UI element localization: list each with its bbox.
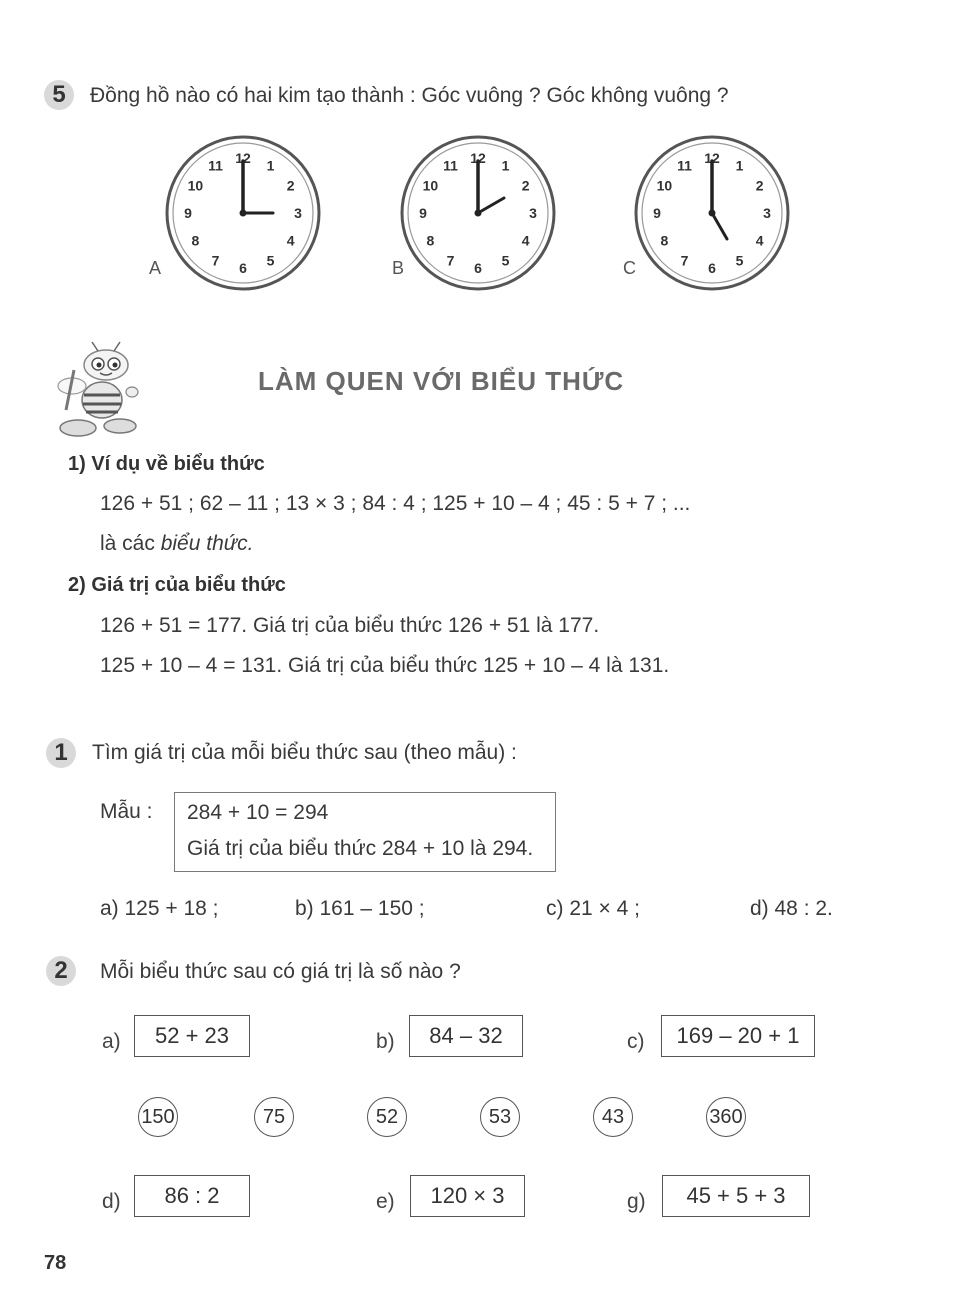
expression-b-letter: b) [376, 1030, 395, 1053]
clock-dial-number: 5 [266, 252, 275, 269]
clock-dial-number: 12 [704, 150, 720, 166]
clock-dial-number: 4 [755, 232, 764, 249]
clock-a-face [163, 133, 323, 293]
clock-dial-number: 10 [656, 177, 673, 194]
value-circle-52: 52 [367, 1097, 407, 1137]
clock-b [398, 133, 558, 293]
clock-b-face [398, 133, 558, 293]
clock-dial-number: 1 [266, 157, 275, 174]
exercise-2-question: Mỗi biểu thức sau có giá trị là số nào ? [100, 960, 461, 983]
clock-dial-number: 8 [426, 232, 435, 249]
clock-dial-number: 5 [735, 252, 744, 269]
clock-dial-number: 11 [208, 157, 223, 174]
clock-dial-number: 4 [286, 232, 295, 249]
clock-dial-number: 7 [211, 252, 220, 269]
value-circle-360: 360 [706, 1097, 746, 1137]
exercise-1-badge: 1 [46, 738, 76, 768]
clock-dial-number: 3 [529, 205, 537, 221]
clock-dial-number: 7 [680, 252, 689, 269]
clock-dial-number: 9 [184, 205, 192, 221]
clock-dial-number: 10 [187, 177, 204, 194]
clock-dial-number: 12 [470, 150, 486, 166]
expression-a-letter: a) [102, 1030, 121, 1053]
clock-a-label: A [149, 258, 162, 278]
expression-g-letter: g) [627, 1190, 646, 1213]
clock-dial-number: 1 [735, 157, 744, 174]
clock-dial-number: 6 [708, 260, 716, 276]
clock-dial-number: 9 [653, 205, 661, 221]
exercise-1-item-c: c) 21 × 4 ; [546, 897, 640, 920]
clock-a [163, 133, 323, 293]
clock-dial-number: 6 [474, 260, 482, 276]
expression-c-box: 169 – 20 + 1 [661, 1015, 815, 1057]
section-1-conclusion [100, 532, 253, 556]
expression-b-box: 84 – 32 [409, 1015, 523, 1057]
clock-dial-number: 3 [763, 205, 771, 221]
clock-center-pin [240, 210, 247, 217]
clock-dial-number: 1 [501, 157, 510, 174]
clock-dial-number: 4 [521, 232, 530, 249]
clock-dial-number: 2 [286, 177, 295, 194]
clock-dial-number: 11 [677, 157, 692, 174]
expression-a-box: 52 + 23 [134, 1015, 250, 1057]
expression-e-letter: e) [376, 1190, 395, 1213]
exercise-2-badge: 2 [46, 956, 76, 986]
clock-center-pin [475, 210, 482, 217]
clock-dial-number: 8 [660, 232, 669, 249]
bee-mascot-illustration [36, 340, 140, 440]
expression-d-box: 86 : 2 [134, 1175, 250, 1217]
expression-g-box: 45 + 5 + 3 [662, 1175, 810, 1217]
sample-label: Mẫu : [100, 800, 153, 823]
value-circle-150: 150 [138, 1097, 178, 1137]
clock-dial-number: 6 [239, 260, 247, 276]
clock-c [632, 133, 792, 293]
value-circle-53: 53 [480, 1097, 520, 1137]
exercise-1-item-d: d) 48 : 2. [750, 897, 833, 920]
clock-dial-number: 2 [755, 177, 764, 194]
sample-box [174, 792, 556, 872]
clock-b-label: B [392, 258, 405, 278]
sample-line-1: 284 + 10 = 294 [187, 801, 329, 824]
clock-dial-number: 7 [446, 252, 455, 269]
section-2-line-2: 125 + 10 – 4 = 131. Giá trị của biểu thức 125 + 10 – 4 là 131. [100, 654, 670, 677]
clock-dial-number: 9 [419, 205, 427, 221]
exercise-5-question: Đồng hồ nào có hai kim tạo thành : Góc vuông ? Góc không vuông ? [90, 84, 729, 107]
section-2-line-1: 126 + 51 = 177. Giá trị của biểu thức 126 + 51 là 177. [100, 614, 600, 637]
expression-d-letter: d) [102, 1190, 121, 1213]
clock-dial-number: 3 [294, 205, 302, 221]
exercise-1-item-b: b) 161 – 150 ; [295, 897, 425, 920]
value-circle-75: 75 [254, 1097, 294, 1137]
sample-line-2: Giá trị của biểu thức 284 + 10 là 294. [187, 837, 534, 860]
exercise-1-question: Tìm giá trị của mỗi biểu thức sau (theo mẫu) : [92, 741, 517, 764]
expression-c-letter: c) [627, 1030, 645, 1053]
clock-dial-number: 2 [521, 177, 530, 194]
clock-dial-number: 12 [235, 150, 251, 166]
clock-dial-number: 8 [191, 232, 200, 249]
clock-c-label: C [623, 258, 636, 278]
section-1-heading: 1) Ví dụ về biểu thức [68, 453, 265, 475]
clock-center-pin [709, 210, 716, 217]
clock-dial-number: 5 [501, 252, 510, 269]
exercise-5-badge: 5 [44, 80, 74, 110]
clock-dial-number: 10 [422, 177, 439, 194]
clock-c-face [632, 133, 792, 293]
page-number: 78 [44, 1252, 67, 1274]
exercise-1-item-a: a) 125 + 18 ; [100, 897, 219, 920]
section-1-conclusion-emphasis: biểu thức. [160, 532, 254, 555]
section-2-heading: 2) Giá trị của biểu thức [68, 574, 286, 596]
value-circle-43: 43 [593, 1097, 633, 1137]
expression-e-box: 120 × 3 [410, 1175, 525, 1217]
lesson-title: LÀM QUEN VỚI BIỂU THỨC [258, 366, 625, 396]
section-1-examples: 126 + 51 ; 62 – 11 ; 13 × 3 ; 84 : 4 ; 125 + 10 – 4 ; 45 : 5 + 7 ; ... [100, 492, 691, 515]
clock-dial-number: 11 [443, 157, 458, 174]
section-1-conclusion-prefix: là các [100, 532, 161, 555]
